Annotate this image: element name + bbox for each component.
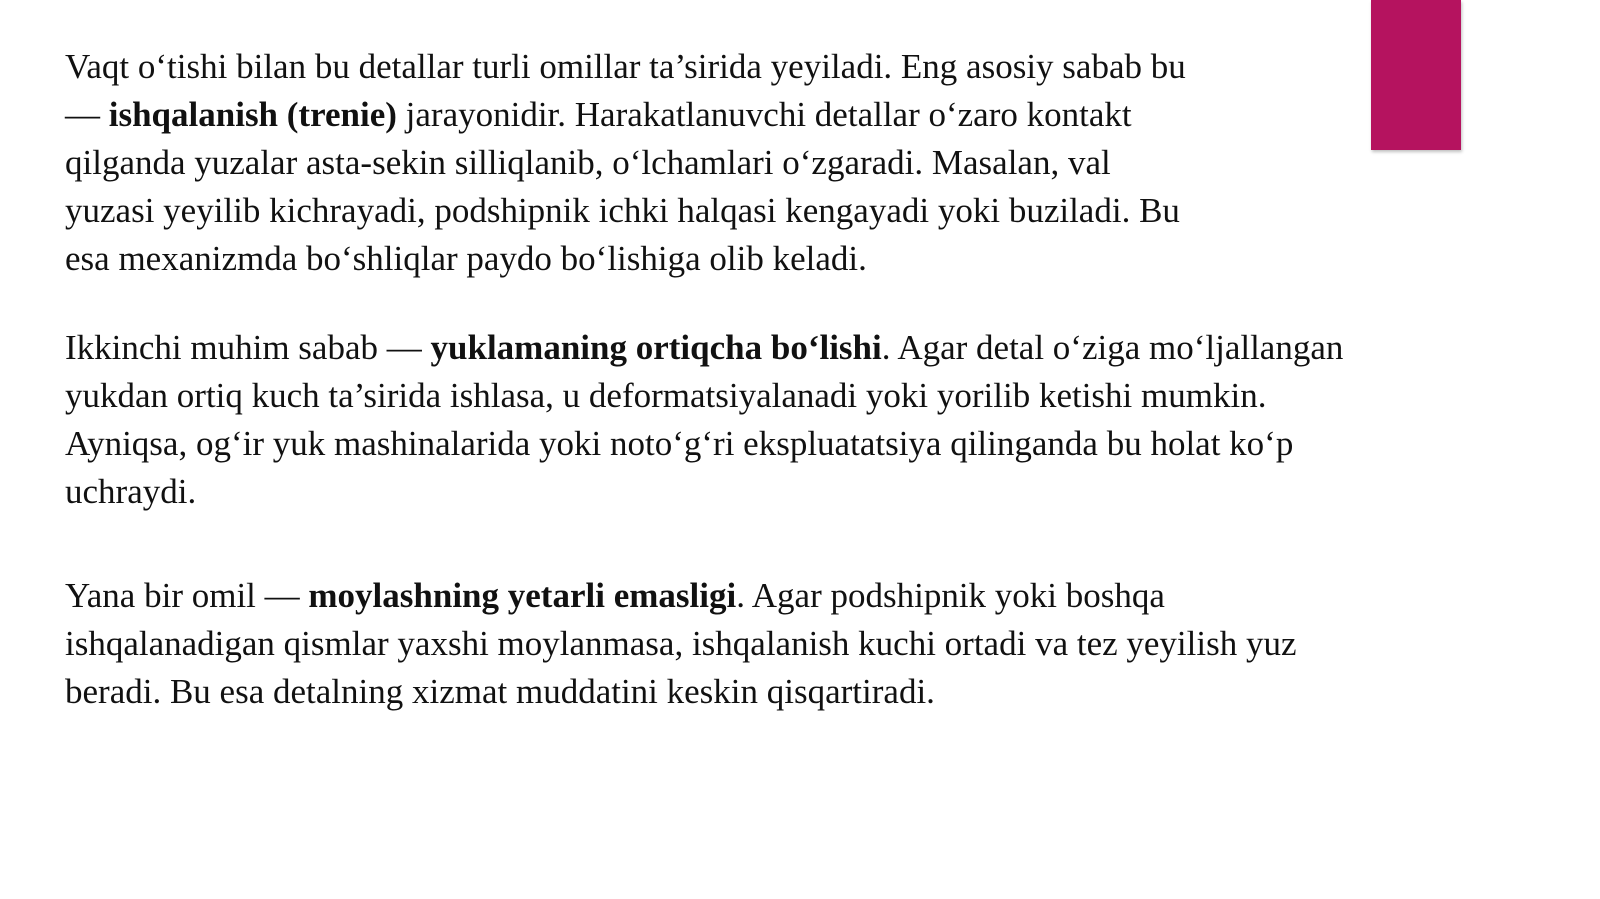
text-line xyxy=(65,91,1365,139)
text-line: beradi. Bu esa detalning xizmat muddatini keskin qisqartiradi. xyxy=(65,672,935,711)
text-segment: — xyxy=(65,95,109,134)
paragraph-friction xyxy=(65,43,1365,283)
text-segment: Yana bir omil — xyxy=(65,576,309,615)
text-line: qilganda yuzalar asta-sekin silliqlanib, o‘lchamlari o‘zgaradi. Masalan, val xyxy=(65,143,1111,182)
bold-term-lubrication: moylashning yetarli emasligi xyxy=(308,576,737,615)
text-segment: . Agar podshipnik yoki boshqa xyxy=(736,576,1165,615)
text-line: ishqalanadigan qismlar yaxshi moylanmasa, ishqalanish kuchi ortadi va tez yeyilish yuz xyxy=(65,624,1297,663)
text-line: esa mexanizmda bo‘shliqlar paydo bo‘lishiga olib keladi. xyxy=(65,239,867,278)
paragraph-overload xyxy=(65,324,1565,516)
text-segment: jarayonidir. Harakatlanuvchi detallar o‘zaro kontakt xyxy=(396,95,1132,134)
text-line: yukdan ortiq kuch ta’sirida ishlasa, u deformatsiyalanadi yoki yorilib ketishi mumkin. xyxy=(65,376,1267,415)
bold-term-friction: ishqalanish (trenie) xyxy=(108,95,397,134)
text-line: uchraydi. xyxy=(65,472,197,511)
paragraph-lubrication xyxy=(65,572,1565,716)
accent-bar xyxy=(1371,0,1461,150)
text-line: Vaqt o‘tishi bilan bu detallar turli omillar ta’sirida yeyiladi. Eng asosiy sabab bu xyxy=(65,47,1186,86)
bold-term-overload: yuklamaning ortiqcha bo‘lishi xyxy=(430,328,882,367)
text-line: yuzasi yeyilib kichrayadi, podshipnik ichki halqasi kengayadi yoki buziladi. Bu xyxy=(65,191,1180,230)
text-segment: Ikkinchi muhim sabab — xyxy=(65,328,431,367)
text-line xyxy=(65,572,1565,620)
text-segment: . Agar detal o‘ziga mo‘ljallangan xyxy=(881,328,1344,367)
text-line: Ayniqsa, og‘ir yuk mashinalarida yoki noto‘g‘ri ekspluatatsiya qilinganda bu holat ko‘p xyxy=(65,424,1294,463)
text-line xyxy=(65,324,1565,372)
